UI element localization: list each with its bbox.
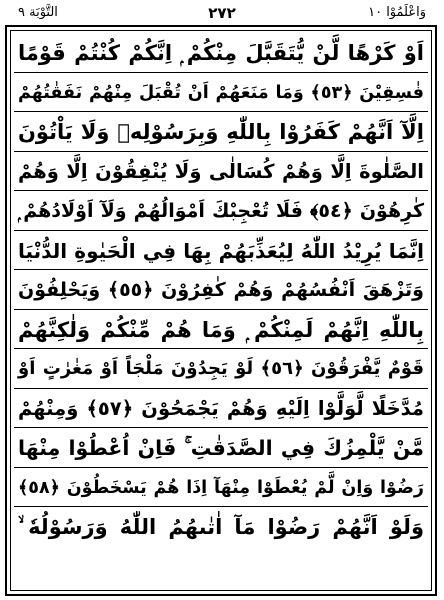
verse-line: قَوْمٌ يَّفْرَقُوْنَ ﴿٥٦﴾ لَوْ يَجِدُوْنَ مَلْجَاً اَوْ مَغٰرٰتٍ اَوْ: [14, 349, 428, 389]
verse-line: وَتَزْهَقَ اَنْفُسُهُمْ وَهُمْ كٰفِرُوْنَ ﴿٥٥﴾ وَيَحْلِفُوْنَ: [14, 270, 428, 310]
verse-line: مَّنْ يَّلْمِزُكَ فِي الصَّدَقٰتِ ۚ فَاِنْ اُعْطُوْا مِنْهَا: [14, 428, 428, 468]
surah-name: التَّوْبَة ٩: [18, 5, 58, 20]
juz-name: وَاعْلَمُوْا ١٠: [368, 5, 426, 20]
verse-line: الصَّلٰوةَ اِلَّا وَهُمْ كُسَالٰى وَلَا يُنْفِقُوْنَ اِلَّا وَهُمْ: [14, 152, 428, 192]
verse-line: اِنَّمَا يُرِيْدُ اللّٰهُ لِيُعَذِّبَهُمْ بِهَا فِي الْحَيٰوةِ الدُّنْيَا: [14, 231, 428, 271]
verse-line: كٰرِهُوْنَ ﴿٥٤﴾ فَلَا تُعْجِبْكَ اَمْوَالُهُمْ وَلَآ اَوْلَادُهُمْ ۭ: [14, 191, 428, 231]
verse-line: بِاللّٰهِ اِنَّهُمْ لَمِنْكُمْ ۭ وَمَا هُمْ مِّنْكُمْ وَلٰكِنَّهُمْ: [14, 310, 428, 350]
verse-line: فٰسِقِيْنَ ﴿٥٣﴾ وَمَا مَنَعَهُمْ اَنْ تُقْبَلَ مِنْهُمْ نَفَقٰتُهُمْ: [14, 73, 428, 113]
verse-lines: [14, 33, 428, 587]
page-number: ٢٧٢: [208, 4, 236, 22]
page-header: [14, 2, 430, 24]
verse-line: اِلَّآ اَنَّهُمْ كَفَرُوْا بِاللّٰهِ وَبِرَسُوْلِهٖ وَلَا يَاْتُوْنَ: [14, 112, 428, 152]
verse-line: مُدَّخَلًا لَّوَلَّوْا اِلَيْهِ وَهُمْ يَجْمَحُوْنَ ﴿٥٧﴾ وَمِنْهُمْ: [14, 389, 428, 429]
verse-line: وَلَوْ اَنَّهُمْ رَضُوْا مَآ اٰتٰىهُمُ اللّٰهُ وَرَسُوْلُهٗ ۙ: [18, 515, 424, 539]
verse-line: اَوْ كَرْهًا لَّنْ يُّتَقَبَّلَ مِنْكُمْ ۭ اِنَّكُمْ كُنْتُمْ قَوْمًا: [14, 33, 428, 73]
verse-line: رَضُوْا وَاِنْ لَّمْ يُعْطَوْا مِنْهَآ اِذَا هُمْ يَسْخَطُوْنَ ﴿٥٨﴾: [14, 468, 428, 508]
